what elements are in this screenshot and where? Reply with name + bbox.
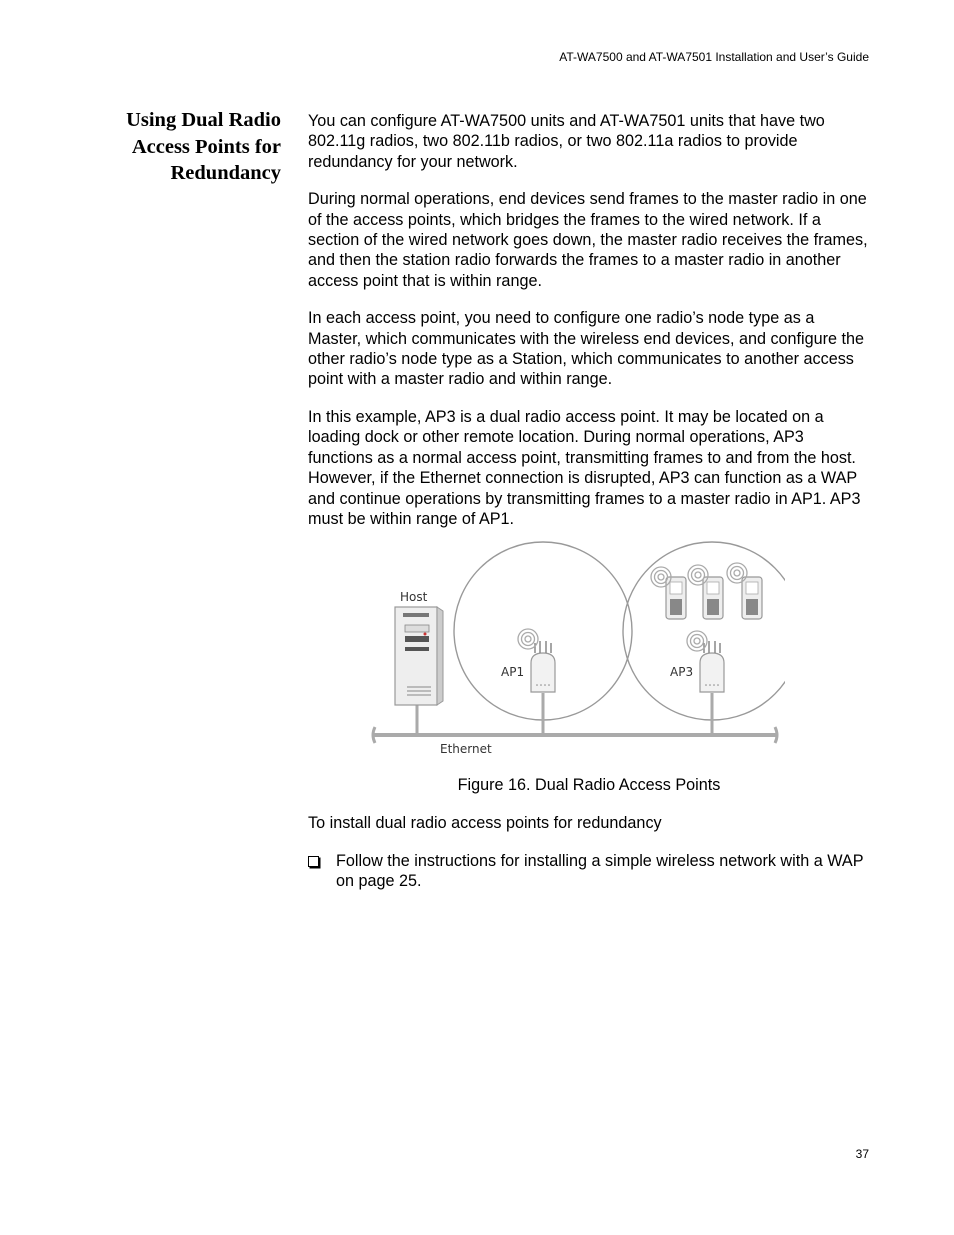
ap1-label: AP1 <box>501 665 525 679</box>
wireless-signal-icon <box>651 567 671 587</box>
paragraph: In this example, AP3 is a dual radio access point. It may be located on a loading dock or other remote location. During normal operations, AP3 functions as a normal access point, transmitting frames to and from the host. However, if the Ethernet connection is disrupted, AP3 can function as a WAP and continue operations by transmitting frames to a master radio in AP1. AP3 must be within range of AP1. <box>308 407 861 528</box>
handheld-device-icon <box>703 577 723 619</box>
access-point-icon <box>531 641 555 692</box>
procedure-step-text: Follow the instructions for installing a simple wireless network with a WAP on page 25. <box>336 852 864 891</box>
heading-line: Access Points for <box>131 135 281 158</box>
host-label: Host <box>400 590 428 604</box>
host-server-icon <box>395 607 443 705</box>
paragraph: During normal operations, end devices send frames to the master radio in one of the access points, which bridges the frames to the wired network. If a section of the wired network goes down, the master radio receives the frames, and then the station radio forwards the frames to a master radio in another access point that is within range. <box>308 190 868 290</box>
checkbox-bullet-icon <box>308 856 319 867</box>
section-heading <box>60 107 281 187</box>
wireless-signal-icon <box>687 631 707 651</box>
procedure-intro: To install dual radio access points for redundancy <box>308 814 662 832</box>
page-number: 37 <box>855 1147 869 1161</box>
procedure-step <box>308 851 868 892</box>
figure-caption: Figure 16. Dual Radio Access Points <box>457 776 721 794</box>
paragraph: In each access point, you need to configure one radio’s node type as a Master, which communicates with the wireless end devices, and configure the other radio’s node type as a Station, which communicates to another access point with a master radio and within range. <box>308 309 865 389</box>
running-header: AT-WA7500 and AT-WA7501 Installation and User’s Guide <box>559 50 869 64</box>
heading-line: Redundancy <box>170 162 281 184</box>
wireless-signal-icon <box>688 565 708 585</box>
handheld-device-icon <box>742 577 762 619</box>
ap3-label: AP3 <box>670 665 694 679</box>
network-diagram <box>365 535 785 765</box>
body-text <box>308 111 870 546</box>
wireless-signal-icon <box>727 563 747 583</box>
ap3-coverage-circle <box>623 542 785 720</box>
paragraph: You can configure AT-WA7500 units and AT-WA7501 units that have two 802.11g radios, two 802.11b radios, or two 802.11a radios to provide redundancy for your network. <box>308 112 825 171</box>
ethernet-label: Ethernet <box>440 742 492 756</box>
heading-line: Using Dual Radio <box>126 109 281 131</box>
wireless-signal-icon <box>518 629 538 649</box>
